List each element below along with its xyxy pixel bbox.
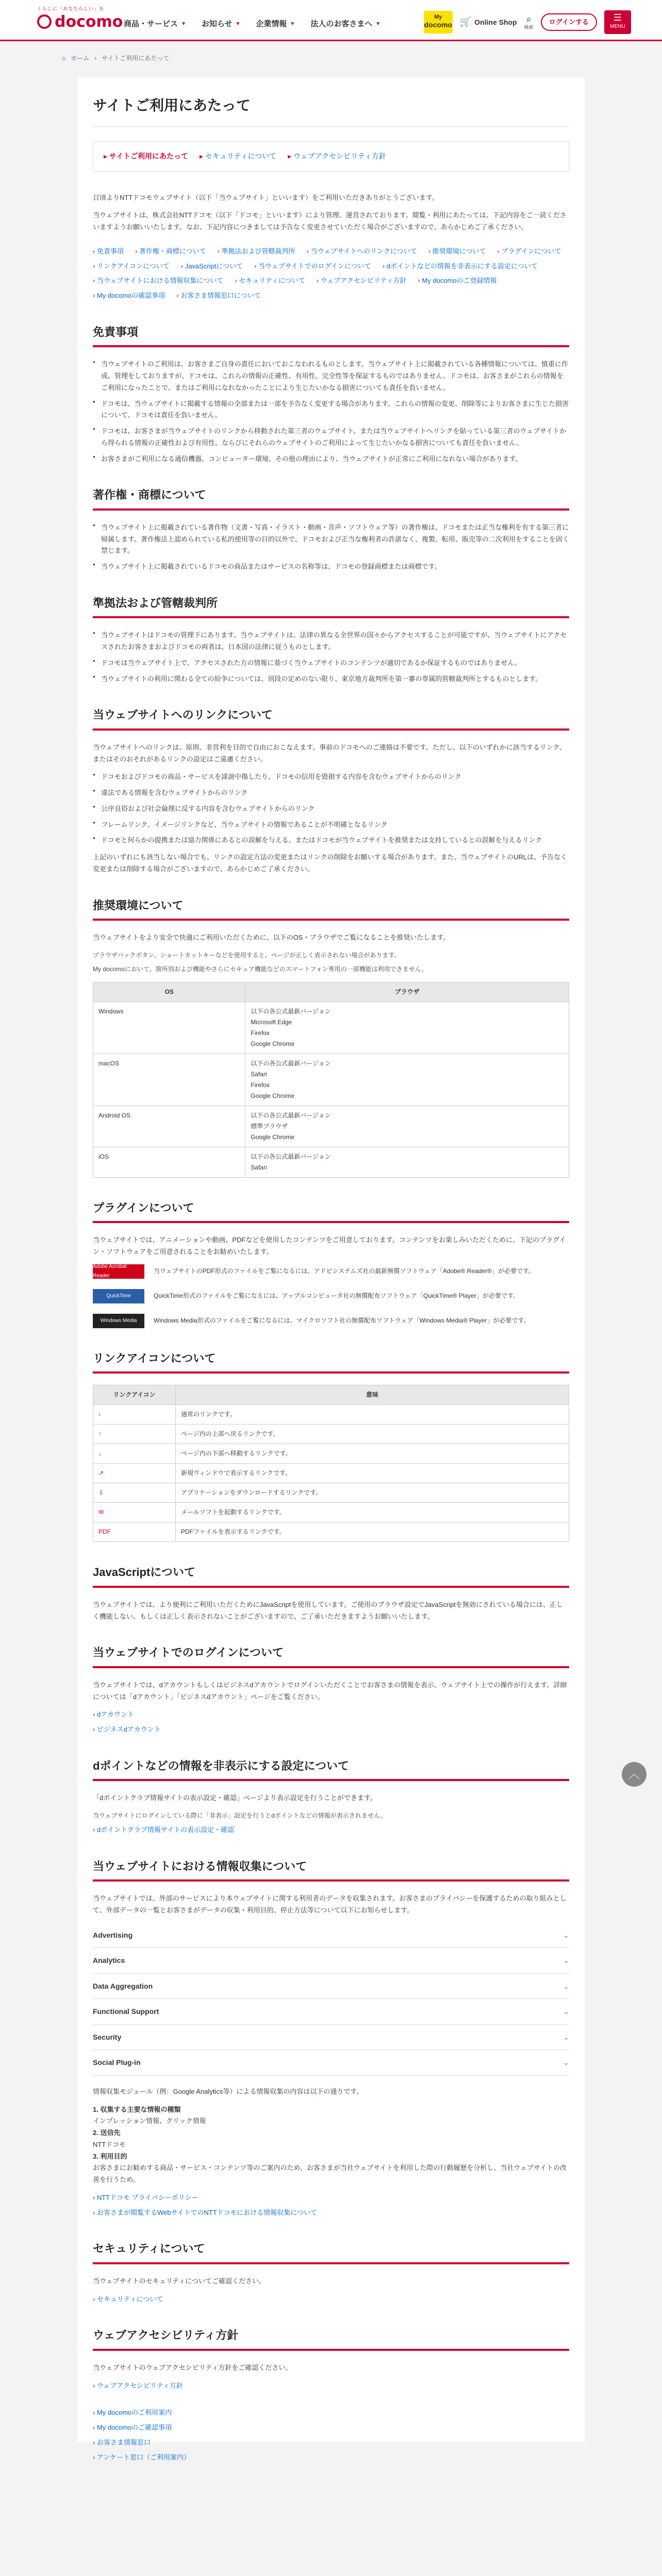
toc-link[interactable]: › dポイントなどの情報を非表示にする設定について	[383, 261, 538, 273]
section-title-linking: 当ウェブサイトへのリンクについて	[93, 705, 569, 731]
nav-news[interactable]: お知らせ ▼	[201, 20, 241, 28]
table-row: ↑ ページ内の上部へ戻るリンクです。	[93, 1425, 569, 1444]
linkicon-table: リンクアイコン 意味 › 通常のリンクです。 ↑ ページ内の上部へ戻るリンクです。 ↓ ページ内の下部へ移動するリンクです。 ↗ 新規ウィンドウで表示するリンクです。 ⇩ アプリケーションをダウンロードするリンクです。 ✉ メールソフトを起動するリンクです。 PDF PDFファイルを表示するリンクです。	[93, 1385, 569, 1542]
chevron-down-icon: ⌄	[563, 2007, 569, 2016]
docomo-logo[interactable]	[37, 5, 123, 30]
chevron-right-icon: ›	[94, 55, 97, 62]
table-row: Windows 以下の各公式最新バージョン Microsoft Edge Firefox Google Chrome	[93, 1002, 569, 1054]
collect-lead: 当ウェブサイトでは、外部のサービスにより本ウェブサイトに関する利用者のデータを収集されます。お客さまのプライバシーを保護するための取り組みとして、外部データの一覧とお客さまがデータの収集・利用目的、停止方法等について以下にお知らせします。	[93, 1894, 567, 1914]
env-lead: 当ウェブサイトをより安全で快適にご利用いただくために、以下のOS・ブラウザでご覧になることを推奨いたします。	[93, 934, 450, 941]
nav-corporate[interactable]: 企業情報 ▼	[256, 20, 295, 28]
linking-lead: 当ウェブサイトへのリンクは、原則、非営利を目的で自由におこなえます。事前のドコモへのご連絡は不要です。ただし、以下のいずれかに該当するリンク、またはそのおそれがあるリンクの設定はご遠慮ください。	[93, 743, 566, 763]
table-row: PDF PDFファイルを表示するリンクです。	[93, 1522, 569, 1542]
d-account-link[interactable]: › dアカウント	[93, 1709, 569, 1721]
dpoint-settings-link[interactable]: › dポイントクラブ情報サイトの表示設定・確認	[93, 1824, 569, 1836]
page-tabs	[93, 141, 569, 172]
dpoint-note: 当ウェブサイトにログインしている際に「非表示」設定を行うとdポイントなどの情報が表示されません。	[93, 1812, 387, 1819]
toc-link[interactable]: › お客さま情報窓口について	[176, 290, 261, 302]
env-table	[93, 982, 569, 1178]
page-top-button[interactable]	[622, 1762, 647, 1787]
toc-link[interactable]: › プラグインについて	[497, 246, 561, 258]
env-note: ブラウザバックボタン、ショートカットキーなどを使用すると、ページが正しく表示されない場合があります。	[93, 951, 401, 959]
tab-security[interactable]: ▸ セキュリティについて	[200, 150, 276, 163]
related-links	[93, 2407, 569, 2463]
accordion-functional-support[interactable]: Functional Support ⌄	[93, 1999, 569, 2025]
toc-link[interactable]: › JavaScriptについて	[181, 261, 243, 273]
tab-site-usage[interactable]: ▸ サイトご利用にあたって	[104, 150, 188, 163]
table-row: ↓ ページ内の下部へ移動するリンクです。	[93, 1444, 569, 1464]
windows-media-badge[interactable]: Windows Media	[93, 1314, 144, 1328]
law-list	[93, 630, 569, 685]
table-row: macOS 以下の各公式最新バージョン Safari Firefox Google Chrome	[93, 1054, 569, 1106]
collect-tail: 2. 送信先	[93, 2129, 121, 2137]
chevron-down-icon: ⌄	[563, 1956, 569, 1965]
env-note: My docomoにおいて、箇所別および機能やさらにセキュア機能などのスマートフォン専用の一部機能は利用できません。	[93, 965, 428, 973]
toc-link[interactable]: › セキュリティについて	[235, 275, 305, 287]
table-row: iOS 以下の各公式最新バージョン Safari	[93, 1147, 569, 1177]
related-link[interactable]: › お客さま情報窓口	[93, 2437, 569, 2449]
list-item: ● ドコモは当ウェブサイト上で、アクセスされた方の情報に基づく当ウェブサイトのコンテンツが適切であるか保証するものではありません。	[93, 657, 569, 669]
search-button[interactable]: ⌕ 検索	[524, 13, 534, 30]
related-link[interactable]: › My docomoのご確認事項	[93, 2422, 569, 2434]
list-item: ● 当ウェブサイト上に掲載されているドコモの商品またはサービスの名称等は、ドコモの登録商標または商標です。	[93, 561, 569, 573]
collect-tail: 情報収集モジュール（例：Google Analytics等）による情報収集の内容は以下の通りです。	[93, 2087, 363, 2095]
nav-products[interactable]: 商品・サービス ▼	[124, 20, 186, 28]
toc-link[interactable]: › 免責事項	[93, 246, 124, 258]
accordion-advertising[interactable]: Advertising ⌄	[93, 1923, 569, 1948]
table-row: ⇩ アプリケーションをダウンロードするリンクです。	[93, 1483, 569, 1503]
chevron-down-icon: ⌄	[563, 1981, 569, 1990]
list-item: ● 当ウェブサイトのご利用は、お客さまご自身の責任においておこなわれるものとします。当ウェブサイト上に掲載されている各種情報については、慎重に作成、管理をしておりますが、ドコモは、これらの情報の正確性、有用性、完全性等を保証するものではありません。ドコモは、お客さまがこれらの情報をご利用になったことで、またはご利用になれなかったことにより生じたいかなる損害についても責任を負いません。	[93, 359, 569, 394]
chevron-down-icon: ▼	[235, 21, 241, 27]
linking-tail: 上記のいずれにも該当しない場合でも、リンクの設定方法の変更またはリンクの削除をお願いする場合があります。また、当ウェブサイトのURLは、予告なく変更または削除する場合がございますので、あらかじめご了承ください。	[93, 853, 568, 873]
logo-word: docomo	[55, 12, 123, 31]
collect-tail: NTTドコモ	[93, 2140, 126, 2148]
accordion-security[interactable]: Security ⌄	[93, 2025, 569, 2050]
chevron-down-icon: ▼	[375, 21, 381, 27]
linking-list	[93, 771, 569, 846]
menu-button[interactable]: ☰ MENU	[604, 10, 631, 34]
toc-link[interactable]: › 当ウェブサイトへのリンクについて	[307, 246, 417, 258]
toc-link[interactable]: › ウェブアクセシビリティ方針	[317, 275, 407, 287]
toc-link[interactable]: › My docomoのご登録情報	[418, 275, 496, 287]
home-icon[interactable]: ⌂	[62, 55, 66, 62]
toc-link[interactable]: › 著作権・商標について	[135, 246, 206, 258]
plugin-item: Adobe Acrobat Reader 当ウェブサイトのPDF形式のファイルをご覧になるには、アドビシステムズ社の最新無償ソフトウェア「Adobe® Reader®」が必要です。	[93, 1264, 535, 1279]
list-item: ● ドコモは、当ウェブサイトに掲載する情報の全部または一部を予告なく変更する場合があります。これらの情報の変更、削除等によりお客さまに生じた損害について、ドコモは責任を負いません。	[93, 398, 569, 422]
table-row: › 通常のリンクです。	[93, 1405, 569, 1425]
breadcrumb	[62, 53, 169, 64]
list-item: ● 当ウェブサイトの利用に関わる全ての紛争については、別段の定めのない限り、東京地方裁判所を第一審の専属的管轄裁判所とするものとします。	[93, 673, 569, 685]
section-title-login: 当ウェブサイトでのログインについて	[93, 1643, 569, 1668]
online-shop-link[interactable]: 🛒 Online Shop	[460, 14, 517, 30]
section-title-js: JavaScriptについて	[93, 1563, 569, 1588]
plugin-item: Windows Media Windows Media形式のファイルをご覧になるには、マイクロソフト社の無償配布ソフトウェア「Windows Media® Player」が必要です。	[93, 1314, 569, 1328]
list-item: ● 当ウェブサイトはドコモの管理下にあります。当ウェブサイトは、法律の異なる全世界の国々からアクセスすることが可能ですが、当ウェブサイトにアクセスされたお客さまおよびドコモの両者は、日本国の法律に従うものとします。	[93, 630, 569, 653]
login-button[interactable]: ログインする	[541, 13, 597, 31]
docomo-mark-icon	[37, 14, 52, 29]
cart-icon: 🛒	[459, 16, 472, 27]
chevron-down-icon: ▼	[290, 21, 295, 27]
toc-link[interactable]: › 推奨環境について	[428, 246, 486, 258]
page-title: サイトご利用にあたって	[93, 93, 569, 127]
section-title-collect: 当ウェブサイトにおける情報収集について	[93, 1857, 569, 1882]
chevron-down-icon: ⌄	[563, 2058, 569, 2067]
section-title-plugin: プラグインについて	[93, 1198, 569, 1224]
js-lead: 当ウェブサイトでは、より便利にご利用いただくためにJavaScriptを使用しています。ご使用のブラウザ設定でJavaScriptを無効にされている場合には、正しく機能しない、もしくは正しく表示されないことがございますので、ご了承いただきますようお願いいたします。	[93, 1600, 563, 1620]
section-title-copyright: 著作権・商標について	[93, 485, 569, 511]
list-item: ● フレームリンク、イメージリンクなど、当ウェブサイトの情報であることが不明確となるリンク	[93, 819, 569, 831]
a11y-lead: 当ウェブサイトのウェブアクセシビリティ方針をご確認ください。	[93, 2363, 292, 2371]
intro-text: 日頃よりNTTドコモウェブサイト（以下「当ウェブサイト」といいます）をご利用いただきありがとうございます。	[93, 193, 439, 201]
a11y-link[interactable]: › ウェブアクセシビリティ方針	[93, 2380, 569, 2392]
privacy-policy-link[interactable]: › NTTドコモ プライバシーポリシー	[93, 2192, 569, 2204]
disclaimer-list	[93, 359, 569, 465]
toc-link[interactable]: › My docomoの確認事項	[93, 290, 165, 302]
list-item: ● ドコモと何らかの提携または協力関係にあるとの誤解を与える、またはドコモが当ウェブサイトを推奨または支持しているとの誤解を与えるリンク	[93, 835, 569, 846]
collect-accordion	[93, 1923, 569, 2076]
collect-tail: インプレッション情報、クリック情報	[93, 2117, 206, 2125]
global-nav	[124, 18, 380, 31]
accordion-data-aggregation[interactable]: Data Aggregation ⌄	[93, 1974, 569, 1999]
plugin-item: QuickTime QuickTime形式のファイルをご覧になるには、アップルコンピュータ社の無償配布ソフトウェア「QuickTime® Player」が必要です。	[93, 1289, 569, 1303]
acrobat-badge[interactable]: Adobe Acrobat Reader	[93, 1264, 144, 1279]
chevron-up-icon: ︿	[628, 1768, 640, 1781]
section-title-security: セキュリティについて	[93, 2239, 569, 2264]
info-collection-link[interactable]: › お客さまが閲覧するWebサイトでのNTTドコモにおける情報収集について	[93, 2207, 569, 2219]
table-header: OS	[93, 982, 245, 1002]
my-docomo-button[interactable]: My docomo	[424, 11, 453, 33]
toc-links	[93, 246, 569, 302]
list-item: ● ドコモおよびドコモの商品・サービスを誹謗中傷したり、ドコモの信用を毀損する内容を含むウェブサイトからのリンク	[93, 771, 569, 783]
section-title-env: 推奨環境について	[93, 896, 569, 921]
nav-business[interactable]: 法人のお客さまへ ▼	[310, 20, 381, 28]
list-item: ● ドコモは、お客さまが当ウェブサイトのリンクから移動された第三者のウェブサイト、または当ウェブサイトへリンクを貼っている第三者のウェブサイトから得られる情報の正確性および有用性、ならびにそれらのウェブサイトのご利用によって生じたいかなる損害についても責任を負いません。	[93, 426, 569, 449]
table-row: ↗ 新規ウィンドウで表示するリンクです。	[93, 1464, 569, 1483]
breadcrumb-home[interactable]: ホーム	[71, 55, 90, 62]
security-link[interactable]: › セキュリティについて	[93, 2294, 569, 2306]
logo-tagline: くらしに「あなたらしい」を	[37, 6, 105, 11]
table-row: Android OS 以下の各公式最新バージョン 標準ブラウザ Google Chrome	[93, 1106, 569, 1147]
accordion-social-plugin[interactable]: Social Plug-in ⌄	[93, 2050, 569, 2076]
list-item: ● 当ウェブサイト上に掲載されている著作物（文書・写真・イラスト・動画・音声・ソフトウェア等）の著作権は、ドコモまたは正当な権利を有する第三者に帰属します。著作権法上認められている私的使用等の目的以外で、ドコモおよび正当な権利者の許諾なく、複製、転用、販売等の二次利用をすることを固く禁じます。	[93, 522, 569, 557]
collect-tail: お客さまにお勧めする商品・サービス・コンテンツ等のご案内のため、お客さまが当社ウェブサイトを利用した際の行動履歴を分析し、当社ウェブサイトの改善を行うため。	[93, 2164, 567, 2183]
plugin-lead: 当ウェブサイトでは、アニメーションや動画、PDFなどを使用したコンテンツをご用意しております。コンテンツをお楽しみいただくために、下記のプラグイン・ソフトウェアをご用意されることをお勧めいたします。	[93, 1236, 566, 1256]
section-title-linkicon: リンクアイコンについて	[93, 1349, 569, 1374]
toc-link[interactable]: › リンクアイコンについて	[93, 261, 170, 273]
main-content	[77, 77, 585, 2461]
table-row: ✉ メールソフトを起動するリンクです。	[93, 1503, 569, 1522]
toc-link[interactable]: › 準拠法および管轄裁判所	[218, 246, 295, 258]
business-d-account-link[interactable]: › ビジネスdアカウント	[93, 1724, 569, 1736]
section-title-a11y: ウェブアクセシビリティ方針	[93, 2326, 569, 2351]
section-title-law: 準拠法および管轄裁判所	[93, 594, 569, 619]
security-lead: 当ウェブサイトのセキュリティについてご確認ください。	[93, 2277, 266, 2285]
related-link[interactable]: › アンケート窓口（ご利用案内）	[93, 2452, 569, 2464]
list-item: ● 公序良俗および社会倫理に反する内容を含むウェブサイトからのリンク	[93, 803, 569, 815]
chevron-down-icon: ⌄	[563, 1930, 569, 1939]
login-lead: 当ウェブサイトでは、dアカウントもしくはビジネスdアカウントでログインいただくことでお客さまの情報を表示、ウェブサイト上での操作が行えます。詳細については「dアカウント」「ビジネスdアカウント」ページをご覧ください。	[93, 1681, 567, 1701]
tab-accessibility[interactable]: ▸ ウェブアクセシビリティ方針	[288, 150, 386, 163]
collect-tail: 3. 利用目的	[93, 2152, 127, 2160]
toc-link[interactable]: › 当ウェブサイトでのログインについて	[254, 261, 371, 273]
list-item: ● お客さまがご利用になる通信機器、コンピューター環境、その他の理由により、当ウェブサイトが正常にご利用になれない場合があります。	[93, 453, 569, 465]
accordion-analytics[interactable]: Analytics ⌄	[93, 1948, 569, 1974]
breadcrumb-current: サイトご利用にあたって	[102, 55, 170, 62]
chevron-down-icon: ⌄	[563, 2032, 569, 2041]
intro-text: 当ウェブサイトは、株式会社NTTドコモ（以下「ドコモ」といいます）により管理、運営されております。閲覧・利用にあたっては、下記内容をご一読くださいますようお願いいたします。なお、下記内容につきましては予告なく変更させていただく場合がございますので、あらかじめご了承ください。	[93, 211, 567, 231]
dpoint-lead: 「dポイントクラブ情報サイトの表示設定・確認」ページより表示設定を行うことができます。	[93, 1794, 377, 1802]
hamburger-icon: ☰	[613, 12, 622, 23]
toc-link[interactable]: › 当ウェブサイトにおける情報収集について	[93, 275, 223, 287]
site-header	[0, 0, 662, 41]
list-item: ● 違法である情報を含むウェブサイトからのリンク	[93, 787, 569, 799]
copyright-list	[93, 522, 569, 573]
section-title-disclaimer: 免責事項	[93, 323, 569, 348]
chevron-down-icon: ▼	[181, 21, 186, 27]
quicktime-badge[interactable]: QuickTime	[93, 1289, 144, 1303]
search-icon: ⌕	[526, 13, 532, 24]
collect-tail: 1. 収集する主要な情報の種類	[93, 2105, 181, 2113]
section-title-dpoint: dポイントなどの情報を非表示にする設定について	[93, 1756, 569, 1782]
table-header: ブラウザ	[245, 982, 569, 1002]
related-link[interactable]: › My docomoのご利用案内	[93, 2407, 569, 2419]
